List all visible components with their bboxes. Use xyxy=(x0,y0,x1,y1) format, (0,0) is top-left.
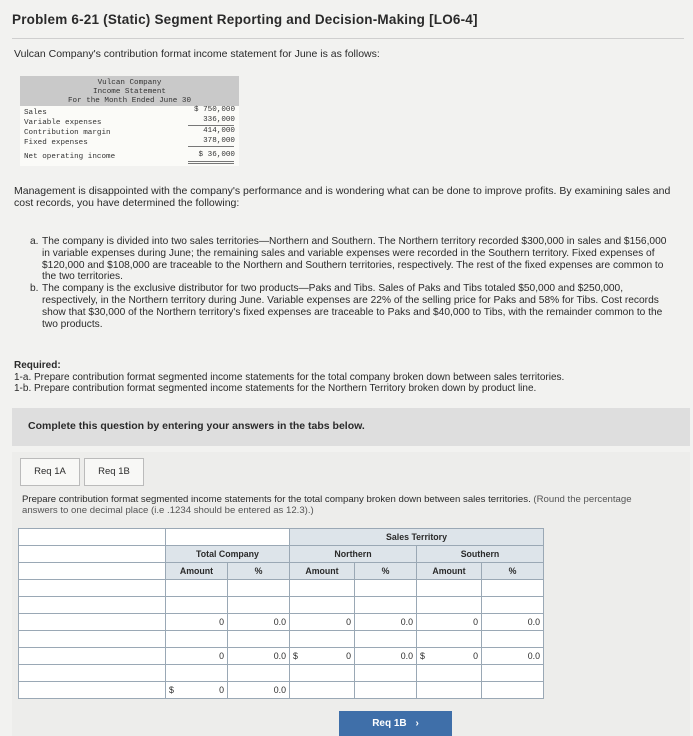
percent-input[interactable] xyxy=(355,580,417,597)
statement-row-label: Contribution margin xyxy=(24,129,111,137)
percent-input[interactable]: 0.0 xyxy=(482,648,544,665)
statement-name: Income Statement xyxy=(93,88,166,96)
dollar-sign xyxy=(290,665,307,682)
amount-input[interactable] xyxy=(166,682,228,699)
tab-bar xyxy=(12,452,690,490)
table-row xyxy=(19,665,544,682)
chevron-right-icon: › xyxy=(415,718,419,729)
row-label-input[interactable] xyxy=(19,648,166,665)
dollar-sign xyxy=(417,665,434,682)
statement-row-value: 414,000 xyxy=(203,127,235,135)
row-label-input[interactable] xyxy=(19,631,166,648)
next-button-label: Req 1B xyxy=(372,718,407,729)
statement-row-label: Net operating income xyxy=(24,153,116,161)
percent-input[interactable] xyxy=(482,597,544,614)
dollar-sign xyxy=(417,631,434,648)
sales-territory-header: Sales Territory xyxy=(290,529,544,546)
list-item xyxy=(30,236,675,283)
percent-input[interactable] xyxy=(355,631,417,648)
amount-input[interactable] xyxy=(306,682,355,699)
percent-input[interactable] xyxy=(228,665,290,682)
header-cell xyxy=(19,563,166,580)
header-cell xyxy=(19,529,166,546)
statement-row-value: $ 36,000 xyxy=(198,151,235,159)
amount-header: Amount xyxy=(417,563,482,580)
dollar-sign xyxy=(290,631,307,648)
instruction xyxy=(22,494,662,516)
title-divider xyxy=(12,38,684,39)
northern-header: Northern xyxy=(290,546,417,563)
amount-input[interactable] xyxy=(166,631,228,648)
next-req-1b-button[interactable] xyxy=(339,711,452,736)
statement-row-value: 336,000 xyxy=(203,116,235,124)
amount-input[interactable]: 0 xyxy=(306,614,355,631)
table-row xyxy=(19,631,544,648)
required-heading: Required: xyxy=(14,360,61,371)
income-statement xyxy=(20,76,239,166)
amount-value: 0 xyxy=(219,651,224,661)
dollar-sign xyxy=(290,614,307,631)
required-item: 1-a. Prepare contribution format segmented income statements for the total company broken down between sales territories. xyxy=(14,371,565,383)
amount-input[interactable] xyxy=(433,580,482,597)
amount-input[interactable] xyxy=(166,665,228,682)
dollar-sign: $ xyxy=(417,648,434,665)
percent-header: % xyxy=(482,563,544,580)
amount-input[interactable] xyxy=(433,682,482,699)
amount-input[interactable] xyxy=(166,580,228,597)
table-row xyxy=(19,682,544,699)
row-label-input[interactable] xyxy=(19,597,166,614)
complete-banner-text: Complete this question by entering your answers in the tabs below. xyxy=(28,420,365,432)
dollar-sign xyxy=(290,682,307,699)
statement-row-value: 378,000 xyxy=(203,137,235,145)
header-cell xyxy=(166,529,290,546)
intro-text: Vulcan Company's contribution format income statement for June is as follows: xyxy=(14,48,380,60)
amount-input[interactable]: 0 xyxy=(306,648,355,665)
amount-input[interactable] xyxy=(306,597,355,614)
amount-input[interactable]: 0 xyxy=(433,614,482,631)
amount-header: Amount xyxy=(290,563,355,580)
facts-list xyxy=(30,236,675,330)
percent-input[interactable] xyxy=(482,665,544,682)
list-item xyxy=(30,283,675,330)
instruction-note: (Round the percentage answers to one decimal place (i.e .1234 should be entered as 12.3).) xyxy=(22,494,632,516)
percent-input[interactable] xyxy=(482,631,544,648)
row-label-input[interactable] xyxy=(19,665,166,682)
percent-input[interactable]: 0.0 xyxy=(355,614,417,631)
percent-input[interactable] xyxy=(355,665,417,682)
percent-input[interactable]: 0.0 xyxy=(228,682,290,699)
row-label-input[interactable] xyxy=(19,682,166,699)
table-row xyxy=(19,580,544,597)
amount-input[interactable] xyxy=(433,597,482,614)
segment-table xyxy=(18,528,544,699)
percent-input[interactable]: 0.0 xyxy=(228,648,290,665)
amount-input[interactable] xyxy=(166,597,228,614)
amount-value: 0 xyxy=(219,617,224,627)
percent-input[interactable] xyxy=(228,580,290,597)
percent-input[interactable] xyxy=(355,597,417,614)
percent-input[interactable] xyxy=(228,597,290,614)
management-paragraph: Management is disappointed with the company's performance and is wondering what can be done to improve profits. By examining sales and cost records, you have determined the following: xyxy=(14,185,671,209)
tab-req-1a[interactable]: Req 1A xyxy=(20,458,80,486)
amount-input[interactable] xyxy=(433,665,482,682)
statement-period: For the Month Ended June 30 xyxy=(67,97,192,105)
percent-input[interactable] xyxy=(482,580,544,597)
list-item-text: The company is the exclusive distributor for two products—Paks and Tibs. Sales of Paks and Tibs totaled $50,000 and $250,000, respectively, in the Northern territory during June. Variable expenses are 22% of the selling price for Paks and 58% for Tibs. Cost records show that $30,000 of the Northern territory's fixed expenses are traceable to Paks and $40,000 to Tibs, with the remainder common to the two products. xyxy=(42,283,663,330)
row-label-input[interactable] xyxy=(19,614,166,631)
dollar-sign xyxy=(417,597,434,614)
amount-input[interactable]: 0 xyxy=(433,648,482,665)
percent-input[interactable]: 0.0 xyxy=(482,614,544,631)
amount-input[interactable] xyxy=(166,648,228,665)
row-label-input[interactable] xyxy=(19,580,166,597)
percent-input[interactable] xyxy=(228,631,290,648)
amount-input[interactable] xyxy=(306,580,355,597)
percent-input[interactable] xyxy=(482,682,544,699)
header-cell xyxy=(19,546,166,563)
percent-input[interactable] xyxy=(355,682,417,699)
amount-input[interactable] xyxy=(306,631,355,648)
dollar-sign: $ xyxy=(169,685,174,695)
table-row xyxy=(19,614,544,631)
amount-value: 0 xyxy=(219,685,224,695)
dollar-sign xyxy=(417,614,434,631)
dollar-sign: $ xyxy=(290,648,307,665)
dollar-sign xyxy=(417,682,434,699)
amount-input[interactable] xyxy=(433,631,482,648)
list-marker: b. xyxy=(30,283,39,295)
statement-company: Vulcan Company xyxy=(97,79,162,87)
percent-input[interactable]: 0.0 xyxy=(228,614,290,631)
instruction-text: Prepare contribution format segmented income statements for the total company broken down between sales territories. xyxy=(22,494,531,505)
dollar-sign xyxy=(417,580,434,597)
percent-header: % xyxy=(355,563,417,580)
complete-banner xyxy=(12,408,690,446)
list-marker: a. xyxy=(30,236,39,247)
amount-input[interactable] xyxy=(306,665,355,682)
statement-header xyxy=(20,76,239,106)
dollar-sign xyxy=(290,580,307,597)
percent-input[interactable]: 0.0 xyxy=(355,648,417,665)
statement-row-label: Sales xyxy=(24,109,47,117)
statement-row-value: $ 750,000 xyxy=(193,106,235,114)
statement-row-label: Fixed expenses xyxy=(24,139,88,147)
required-section xyxy=(14,360,564,395)
tab-req-1b[interactable]: Req 1B xyxy=(84,458,144,486)
amount-header: Amount xyxy=(166,563,228,580)
statement-row-label: Variable expenses xyxy=(24,119,102,127)
table-row xyxy=(19,597,544,614)
required-item: 1-b. Prepare contribution format segmented income statements for the Northern Territory broken down by product line. xyxy=(14,383,537,394)
amount-input[interactable] xyxy=(166,614,228,631)
list-item-text: The company is divided into two sales territories—Northern and Southern. The Northern territory recorded $300,000 in sales and $156,000 in variable expenses during June; the remaining sales and variable expenses were recorded in the Southern territory. Fixed expenses of $120,000 and $108,000 are traceable to the Northern and Southern territories, respectively. The rest of the fixed expenses are common to the two territories. xyxy=(42,236,667,283)
percent-header: % xyxy=(228,563,290,580)
dollar-sign xyxy=(290,597,307,614)
total-company-header: Total Company xyxy=(166,546,290,563)
southern-header: Southern xyxy=(417,546,544,563)
table-row xyxy=(19,648,544,665)
problem-title: Problem 6-21 (Static) Segment Reporting and Decision-Making [LO6-4] xyxy=(12,12,478,27)
